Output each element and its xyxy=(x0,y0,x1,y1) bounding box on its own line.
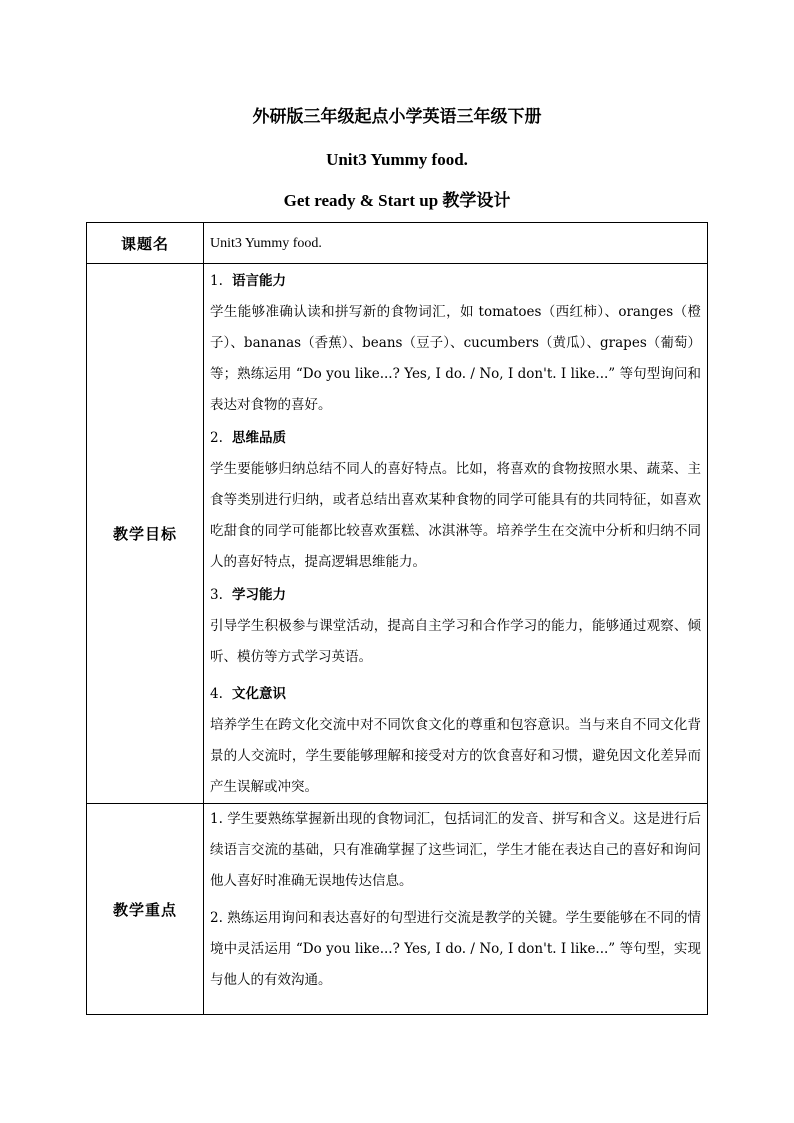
objectives-row xyxy=(87,264,708,804)
objective-text: 学生要能够归纳总结不同人的喜好特点。比如，将喜欢的食物按照水果、蔬菜、主食等类别进行归纳，或者总结出喜欢某种食物的同学可能具有的共同特征，如喜欢吃甜食的同学可能都比较喜欢蛋糕、冰淇淋等。培养学生在交流中分析和归纳不同人的喜好特点，提高逻辑思维能力。 xyxy=(210,461,701,570)
topic-value: Unit3 Yummy food. xyxy=(204,223,708,264)
objective-heading: 3. 学习能力 xyxy=(210,587,286,603)
objectives-content xyxy=(204,264,708,804)
objective-text: 学生能够准确认读和拼写新的食物词汇，如 tomatoes（西红柿）、oranges（橙子）、bananas（香蕉）、beans（豆子）、cucumbers（黄瓜）、grapes（葡萄）等；熟练运用 “Do you like...? Yes, I do. / No, I don't. I like...” 等句型询问和表达对食物的喜好。 xyxy=(210,304,701,413)
objective-heading: 1. 语言能力 xyxy=(210,273,286,289)
key-points-row xyxy=(87,804,708,1015)
objectives-label: 教学目标 xyxy=(87,264,204,804)
lesson-subtitle: Get ready & Start up 教学设计 xyxy=(283,191,511,210)
unit-title: Unit3 Yummy food. xyxy=(326,150,468,169)
key-point-item: 2. 熟练运用询问和表达喜好的句型进行交流是教学的关键。学生要能够在不同的情境中灵活运用 “Do you like...? Yes, I do. / No, I don't. I like...” 等句型，实现与他人的有效沟通。 xyxy=(210,910,701,988)
objective-text: 引导学生积极参与课堂活动，提高自主学习和合作学习的能力，能够通过观察、倾听、模仿等方式学习英语。 xyxy=(210,618,701,665)
topic-label: 课题名 xyxy=(87,223,204,264)
objective-heading: 2. 思维品质 xyxy=(210,430,286,446)
key-points-content xyxy=(204,804,708,1015)
lesson-plan-table xyxy=(86,222,708,1015)
key-points-label: 教学重点 xyxy=(87,804,204,1015)
document-title: 外研版三年级起点小学英语三年级下册 xyxy=(252,107,542,126)
objective-heading: 4. 文化意识 xyxy=(210,686,286,702)
key-point-item: 1. 学生要熟练掌握新出现的食物词汇，包括词汇的发音、拼写和含义。这是进行后续语言交流的基础，只有准确掌握了这些词汇，学生才能在表达自己的喜好和询问他人喜好时准确无误地传达信息。 xyxy=(210,811,701,889)
objective-text: 培养学生在跨文化交流中对不同饮食文化的尊重和包容意识。当与来自不同文化背景的人交流时，学生要能够理解和接受对方的饮食喜好和习惯，避免因文化差异而产生误解或冲突。 xyxy=(210,717,701,795)
topic-row xyxy=(87,223,708,264)
